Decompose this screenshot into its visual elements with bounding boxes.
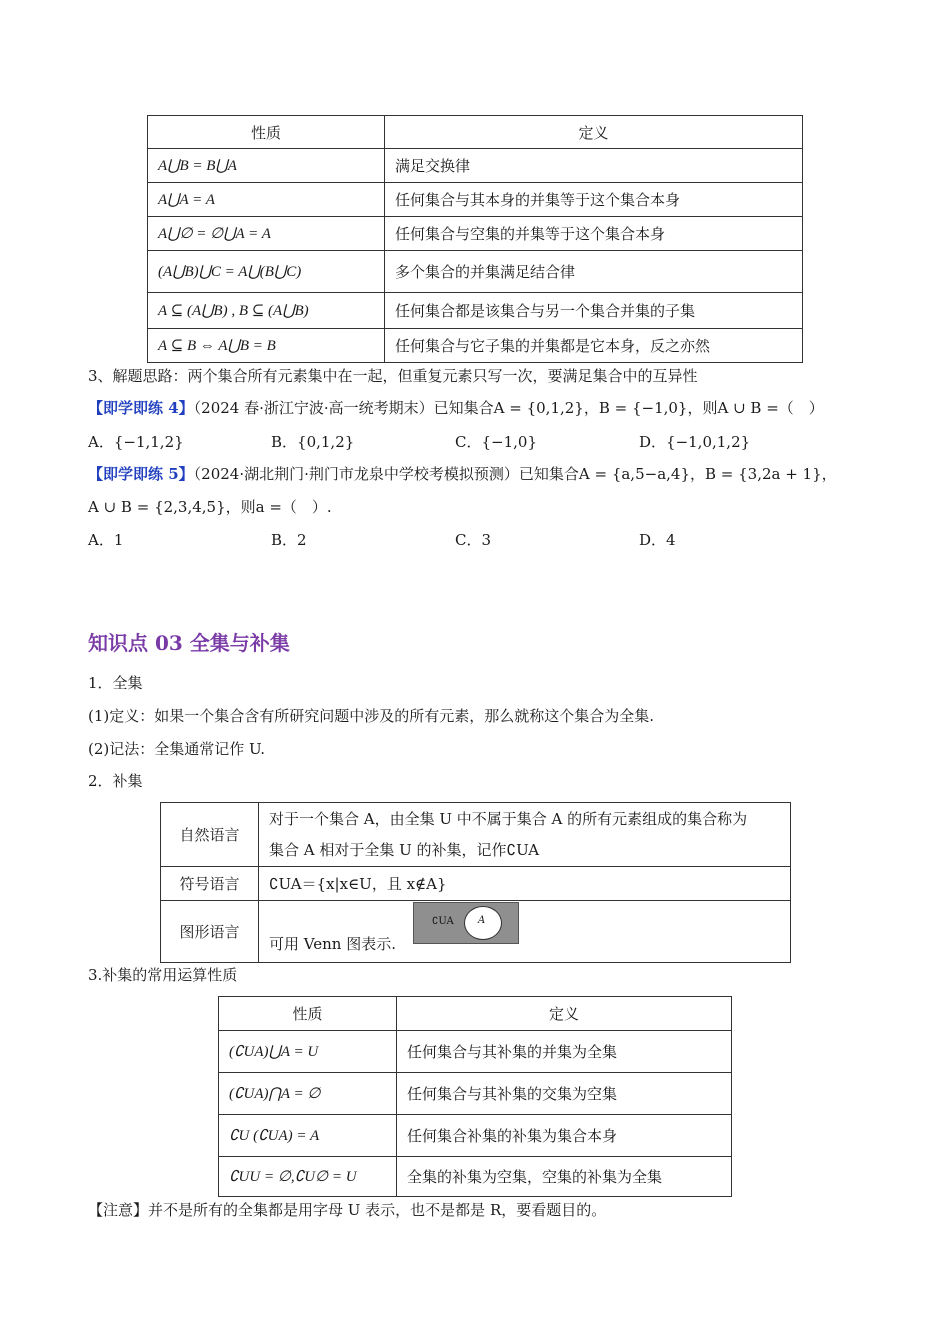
exercise-4-tag: 【即学即练 4】 [88, 399, 194, 417]
universal-set-heading: 1．全集 [88, 674, 143, 692]
row-label: 符号语言 [161, 867, 259, 901]
exercise-5-tag: 【即学即练 5】 [88, 465, 194, 483]
definition-cell: 任何集合与其补集的交集为空集 [397, 1073, 732, 1115]
symbol-language-cell: ∁UA＝{x|x∈U，且 x∉A} [259, 867, 791, 901]
universal-set-notation: (2)记法：全集通常记作 U. [88, 740, 266, 758]
complement-heading: 2．补集 [88, 772, 143, 790]
exercise-5-option-a: A．1 [88, 531, 124, 549]
definition-cell: 多个集合的并集满足结合律 [385, 251, 803, 293]
natural-language-line-1: 对于一个集合 A，由全集 U 中不属于集合 A 的所有元素组成的集合称为 [269, 809, 748, 828]
column-header-property: 性质 [148, 116, 385, 149]
property-cell: ∁U (∁UA) = A [219, 1115, 397, 1157]
definition-cell: 任何集合都是该集合与另一个集合并集的子集 [385, 293, 803, 329]
venn-complement-label: ∁UA [432, 916, 454, 927]
property-cell: A⋃∅ = ∅⋃A = A [148, 217, 385, 251]
exercise-5-option-b: B．2 [271, 531, 307, 549]
property-cell: (∁UA)⋃A = U [219, 1031, 397, 1073]
property-cell: (A⋃B)⋃C = A⋃(B⋃C) [148, 251, 385, 293]
natural-language-line-2: 集合 A 相对于全集 U 的补集，记作∁UA [269, 840, 540, 859]
exercise-5-question [88, 464, 837, 484]
exercise-4-option-c: C．{−1,0} [455, 433, 537, 451]
exercise-5-question-cont: A ∪ B = {2,3,4,5}，则a =（ ）. [88, 498, 332, 516]
exercise-5-option-c: C．3 [455, 531, 492, 549]
exercise-4-option-a: A．{−1,1,2} [88, 433, 184, 451]
property-cell: A ⊆ B ⇔ A⋃B = B [148, 329, 385, 363]
exercise-4-option-d: D．{−1,0,1,2} [639, 433, 751, 451]
exercise-5-option-d: D．4 [639, 531, 676, 549]
complement-properties-table [218, 996, 732, 1197]
definition-cell: 任何集合补集的补集为集合本身 [397, 1115, 732, 1157]
property-cell: ∁UU = ∅,∁U∅ = U [219, 1157, 397, 1197]
column-header-definition: 定义 [385, 116, 803, 149]
exercise-4-text: （2024 春·浙江宁波·高一统考期末）已知集合A = {0,1,2}，B = {−1,0}，则A ∪ B =（ ） [193, 399, 824, 417]
property-cell: A ⊆ (A⋃B) , B ⊆ (A⋃B) [148, 293, 385, 329]
graphic-language-text: 可用 Venn 图表示. [269, 935, 396, 953]
definition-cell: 满足交换律 [385, 149, 803, 183]
complement-properties-heading: 3.补集的常用运算性质 [88, 966, 238, 984]
graphic-language-cell [259, 901, 791, 963]
property-cell: A⋃B = B⋃A [148, 149, 385, 183]
column-header-property: 性质 [219, 997, 397, 1031]
definition-cell: 任何集合与空集的并集等于这个集合本身 [385, 217, 803, 251]
venn-circle [464, 906, 502, 940]
definition-cell: 任何集合与其补集的并集为全集 [397, 1031, 732, 1073]
venn-circle-label: A [478, 915, 486, 926]
definition-cell: 任何集合与它子集的并集都是它本身，反之亦然 [385, 329, 803, 363]
exercise-4-option-b: B．{0,1,2} [271, 433, 355, 451]
row-label: 自然语言 [161, 803, 259, 867]
row-label: 图形语言 [161, 901, 259, 963]
note: 【注意】并不是所有的全集都是用字母 U 表示，也不是都是 R，要看题目的。 [88, 1201, 607, 1219]
universal-set-definition: (1)定义：如果一个集合含有所研究问题中涉及的所有元素，那么就称这个集合为全集. [88, 707, 655, 725]
definition-cell: 全集的补集为空集，空集的补集为全集 [397, 1157, 732, 1197]
exercise-5-text: （2024·湖北荆门·荆门市龙泉中学校考模拟预测）已知集合A = {a,5−a,4}，B = {3,2a + 1}， [193, 465, 837, 483]
column-header-definition: 定义 [397, 997, 732, 1031]
property-cell: A⋃A = A [148, 183, 385, 217]
property-cell: (∁UA)⋂A = ∅ [219, 1073, 397, 1115]
union-properties-table [147, 115, 803, 363]
definition-cell: 任何集合与其本身的并集等于这个集合本身 [385, 183, 803, 217]
solving-tip: 3、解题思路：两个集合所有元素集中在一起，但重复元素只写一次，要满足集合中的互异性 [88, 367, 698, 385]
venn-diagram [413, 902, 519, 944]
exercise-4-question [88, 398, 824, 418]
section-title: 知识点 03 全集与补集 [88, 631, 290, 655]
natural-language-cell [259, 803, 791, 867]
